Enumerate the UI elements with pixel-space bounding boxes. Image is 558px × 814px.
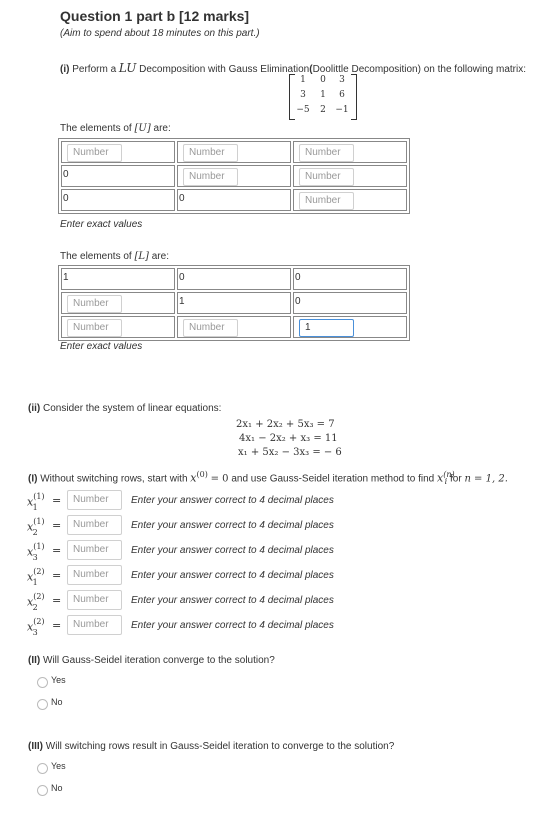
q2-yes-radio[interactable]	[37, 677, 48, 688]
u-label-are: are:	[153, 123, 171, 134]
iter-equals: =	[52, 619, 62, 632]
iteration-variable	[27, 617, 45, 637]
q1-x0-sup: (0)	[196, 470, 208, 479]
l-symbol: [L]	[134, 251, 149, 262]
iter-x: x	[27, 495, 34, 509]
part-ii-prompt	[28, 403, 221, 414]
question-title: Question 1 part b [12 marks]	[60, 8, 250, 24]
equation-2: 4x₁ − 2x₂ + x₃ = 11	[239, 433, 338, 444]
iteration-hint: Enter your answer correct to 4 decimal places	[131, 495, 334, 506]
u-cell	[177, 165, 291, 187]
iter-sub: 2	[32, 527, 38, 537]
matrix-right-bracket	[351, 74, 357, 120]
l-cell	[177, 268, 291, 290]
u21-value: 0	[63, 169, 69, 180]
equation-1: 2x₁ + 2x₂ + 5x₃ = 7	[236, 419, 335, 430]
l11-value: 1	[63, 272, 69, 283]
l12-value: 0	[179, 272, 185, 283]
u-cell	[61, 141, 175, 163]
l-cell	[61, 292, 175, 314]
l-cell	[61, 316, 175, 338]
iter-sup: (2)	[33, 592, 45, 601]
part-ii-q3-prompt	[28, 741, 394, 752]
iteration-hint: Enter your answer correct to 4 decimal places	[131, 595, 334, 606]
iter-equals: =	[52, 544, 62, 557]
l-cell	[293, 292, 407, 314]
l33-input[interactable]: 1	[299, 319, 354, 337]
part-i-text-c: Doolittle Decomposition) on the following matrix:	[312, 64, 526, 75]
l-label	[60, 251, 169, 262]
part-ii-text: Consider the system of linear equations:	[43, 403, 222, 414]
u33-input[interactable]: Number	[299, 192, 354, 210]
iteration-hint: Enter your answer correct to 4 decimal places	[131, 520, 334, 531]
l32-input[interactable]: Number	[183, 319, 238, 337]
u11-input[interactable]: Number	[67, 144, 122, 162]
iteration-row	[0, 514, 558, 538]
q3-yes-label[interactable]: Yes	[51, 761, 66, 771]
matrix-cell: 1	[320, 90, 326, 100]
iter-sub: 3	[32, 552, 38, 562]
u-cell	[293, 165, 407, 187]
l21-input[interactable]: Number	[67, 295, 122, 313]
l23-value: 0	[295, 296, 301, 307]
matrix-cell: 1	[300, 75, 306, 85]
u31-value: 0	[63, 193, 69, 204]
l-cell	[293, 316, 407, 338]
iteration-variable	[27, 492, 45, 512]
u-cell	[177, 141, 291, 163]
iteration-variable	[27, 542, 45, 562]
iter-x: x	[27, 620, 34, 634]
u22-input[interactable]: Number	[183, 168, 238, 186]
part-ii-q2-prompt	[28, 655, 275, 666]
iter-sup: (1)	[33, 542, 45, 551]
u32-value: 0	[179, 193, 185, 204]
iteration-variable	[27, 517, 45, 537]
iter-sup: (2)	[33, 567, 45, 576]
u23-input[interactable]: Number	[299, 168, 354, 186]
iteration-variable	[27, 567, 45, 587]
part-ii-q1-prompt	[28, 470, 508, 486]
iteration-input[interactable]: Number	[67, 490, 122, 510]
iter-sub: 1	[32, 577, 38, 587]
iter-equals: =	[52, 494, 62, 507]
q1-xn: x	[437, 471, 444, 485]
l-cell	[177, 292, 291, 314]
l-cell	[293, 268, 407, 290]
iteration-row	[0, 614, 558, 638]
q3-prefix: (III)	[28, 741, 43, 752]
u-symbol: [U]	[134, 123, 151, 134]
l-label-are: are:	[151, 251, 169, 262]
iteration-row	[0, 489, 558, 513]
u-cell	[177, 189, 291, 211]
part-i-text-b: Decomposition with Gauss Elimination	[139, 64, 310, 75]
iteration-row	[0, 589, 558, 613]
l-cell	[61, 268, 175, 290]
q1-x0: x	[190, 471, 197, 485]
u-cell	[293, 189, 407, 211]
part-i-prompt	[60, 61, 526, 75]
part-ii-prefix: (ii)	[28, 403, 41, 414]
q1-text-a: Without switching rows, start with	[40, 473, 188, 485]
q1-ncond: n = 1, 2.	[464, 473, 508, 485]
iteration-input[interactable]: Number	[67, 540, 122, 560]
q3-no-radio[interactable]	[37, 785, 48, 796]
iter-x: x	[27, 520, 34, 534]
u-cell	[293, 141, 407, 163]
q1-eq0: = 0	[210, 473, 229, 485]
part-i-paren: (	[309, 64, 313, 75]
equation-system	[236, 418, 342, 460]
iter-x: x	[27, 595, 34, 609]
q2-prefix: (II)	[28, 655, 41, 666]
q2-yes-label[interactable]: Yes	[51, 675, 66, 685]
iter-equals: =	[52, 519, 62, 532]
coefficient-matrix	[289, 74, 357, 118]
iter-x: x	[27, 570, 34, 584]
q2-no-label[interactable]: No	[51, 697, 63, 707]
l-hint: Enter exact values	[60, 341, 143, 352]
q3-no-label[interactable]: No	[51, 783, 63, 793]
u-label-text: The elements of	[60, 123, 132, 134]
matrix-cell: 2	[320, 105, 326, 115]
q2-text: Will Gauss-Seidel iteration converge to the solution?	[43, 655, 275, 666]
iteration-input[interactable]: Number	[67, 590, 122, 610]
matrix-cell: −5	[296, 105, 310, 115]
iter-sub: 2	[32, 602, 38, 612]
u-label	[60, 123, 171, 134]
u13-input[interactable]: Number	[299, 144, 354, 162]
q3-yes-radio[interactable]	[37, 763, 48, 774]
matrix-cell: 3	[339, 75, 345, 85]
u-cell	[61, 189, 175, 211]
iteration-input[interactable]: Number	[67, 515, 122, 535]
matrix-cell: 3	[300, 90, 306, 100]
iter-sub: 1	[32, 502, 38, 512]
matrix-cell: 0	[320, 75, 326, 85]
l-cell	[177, 316, 291, 338]
iter-x: x	[27, 545, 34, 559]
part-i-text-a: Perform a	[72, 64, 117, 75]
u-matrix-table	[58, 138, 410, 214]
iteration-row	[0, 539, 558, 563]
lu-symbol: LU	[118, 61, 137, 75]
iteration-hint: Enter your answer correct to 4 decimal places	[131, 620, 334, 631]
u12-input[interactable]: Number	[183, 144, 238, 162]
q1-xn-sup: (n)	[443, 470, 455, 479]
iteration-hint: Enter your answer correct to 4 decimal places	[131, 570, 334, 581]
iteration-input[interactable]: Number	[67, 615, 122, 635]
equation-3: x₁ + 5x₂ − 3x₃ = − 6	[238, 447, 342, 458]
q1-text-b: and use Gauss-Seidel iteration method to find	[231, 473, 435, 485]
u-hint: Enter exact values	[60, 219, 143, 230]
iter-sup: (1)	[33, 492, 45, 501]
l22-value: 1	[179, 296, 185, 307]
u-cell	[61, 165, 175, 187]
iter-equals: =	[52, 594, 62, 607]
q3-text: Will switching rows result in Gauss-Seidel iteration to converge to the solution?	[45, 741, 395, 752]
question-subtitle: (Aim to spend about 18 minutes on this part.)	[60, 28, 260, 39]
iteration-row	[0, 564, 558, 588]
q1-text-c: for	[449, 473, 462, 485]
iteration-hint: Enter your answer correct to 4 decimal places	[131, 545, 334, 556]
q2-no-radio[interactable]	[37, 699, 48, 710]
part-i-prefix: (i)	[60, 64, 70, 75]
l31-input[interactable]: Number	[67, 319, 122, 337]
q1-prefix: (I)	[28, 473, 38, 485]
iteration-input[interactable]: Number	[67, 565, 122, 585]
matrix-cell: −1	[335, 105, 349, 115]
l-label-text: The elements of	[60, 251, 132, 262]
iteration-variable	[27, 592, 45, 612]
iter-equals: =	[52, 569, 62, 582]
l-matrix-table	[58, 265, 410, 341]
q1-xn-sub: i	[444, 477, 448, 487]
matrix-cell: 6	[339, 90, 345, 100]
iter-sup: (1)	[33, 517, 45, 526]
iter-sub: 3	[32, 627, 38, 637]
l13-value: 0	[295, 272, 301, 283]
iter-sup: (2)	[33, 617, 45, 626]
